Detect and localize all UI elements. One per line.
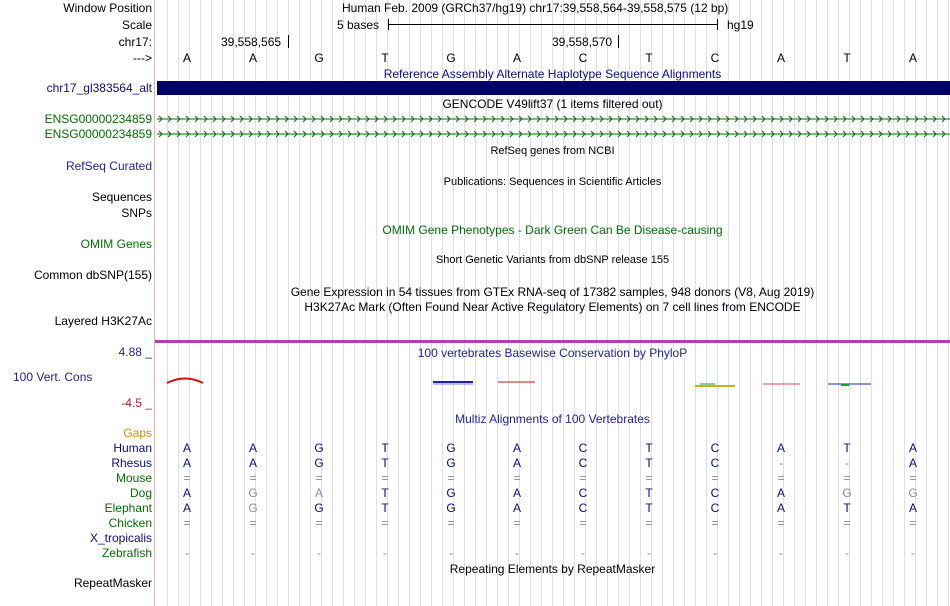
multiz-base: A — [248, 456, 257, 470]
multiz-base: = — [909, 471, 917, 485]
multiz-base: - — [515, 546, 519, 560]
multiz-base: C — [578, 441, 588, 455]
multiz-base: = — [183, 516, 191, 530]
multiz-base: G — [446, 456, 456, 470]
multiz-base: - — [383, 546, 387, 560]
scale-bar — [388, 24, 718, 25]
reference-base: G — [446, 51, 456, 65]
multiz-base: G — [248, 486, 258, 500]
multiz-base: = — [513, 471, 521, 485]
multiz-base: = — [447, 471, 455, 485]
multiz-base: A — [908, 456, 917, 470]
coord-label-2: 39,558,570 — [552, 35, 613, 49]
multiz-base: = — [513, 516, 521, 530]
multiz-base: = — [645, 516, 653, 530]
multiz-base: G — [842, 486, 852, 500]
multiz-base: = — [315, 516, 323, 530]
reference-base: T — [843, 51, 851, 65]
multiz-base: - — [845, 546, 849, 560]
multiz-base: - — [779, 456, 783, 470]
scale-bar-left-tick — [388, 19, 389, 30]
refseq-label[interactable]: RefSeq Curated — [65, 159, 152, 173]
multiz-base: = — [183, 471, 191, 485]
reference-base: C — [578, 51, 588, 65]
alt-haplo-label[interactable]: chr17_gl383564_alt — [46, 81, 152, 95]
scale-text: 5 bases — [337, 18, 380, 32]
dbsnp-title: Short Genetic Variants from dbSNP release 155 — [435, 254, 670, 266]
phylop-signal[interactable] — [155, 372, 950, 394]
multiz-species-label[interactable]: Zebrafish — [101, 546, 152, 560]
multiz-title: Multiz Alignments of 100 Vertebrates — [455, 412, 650, 426]
refseq-title: RefSeq genes from NCBI — [490, 145, 615, 157]
multiz-base: A — [248, 441, 257, 455]
multiz-base: = — [579, 471, 587, 485]
h3k27ac-label[interactable]: Layered H3K27Ac — [54, 314, 152, 328]
multiz-base: - — [251, 546, 255, 560]
multiz-base: A — [512, 441, 521, 455]
multiz-base: = — [777, 516, 785, 530]
phylop-max-label: 4.88 _ — [118, 345, 152, 359]
multiz-base: A — [776, 486, 785, 500]
phylop-peak-red — [167, 379, 203, 384]
multiz-base: A — [776, 501, 785, 515]
window-position-label: Window Position — [63, 1, 152, 15]
phylop-title: 100 vertebrates Basewise Conservation by PhyloP — [417, 346, 688, 360]
multiz-base: = — [777, 471, 785, 485]
multiz-species-label[interactable]: Dog — [129, 486, 152, 500]
repeatmasker-title: Repeating Elements by RepeatMasker — [449, 562, 656, 576]
multiz-base: A — [908, 441, 917, 455]
reference-base: A — [512, 51, 521, 65]
multiz-base: T — [381, 456, 389, 470]
multiz-base: = — [843, 516, 851, 530]
multiz-base: A — [182, 501, 191, 515]
multiz-base: C — [578, 486, 588, 500]
multiz-base: - — [647, 546, 651, 560]
alt-haplo-title: Reference Assembly Alternate Haplotype Sequence Alignments — [383, 67, 722, 81]
reference-base: T — [645, 51, 653, 65]
multiz-base: G — [314, 501, 324, 515]
multiz-base: A — [512, 456, 521, 470]
gtex-title: Gene Expression in 54 tissues from GTEx RNA-seq of 17382 samples, 948 donors (V8, Aug 2019) — [290, 285, 815, 299]
multiz-base: A — [182, 486, 191, 500]
multiz-base: G — [314, 456, 324, 470]
multiz-base: = — [645, 471, 653, 485]
multiz-species-label[interactable]: Mouse — [115, 471, 152, 485]
multiz-base: - — [911, 546, 915, 560]
h3k27ac-signal-band — [155, 340, 950, 343]
gencode-row-label-2[interactable]: ENSG00000234859 — [44, 127, 152, 141]
reference-base: G — [314, 51, 324, 65]
multiz-species-label[interactable]: Rhesus — [111, 456, 152, 470]
multiz-species-label[interactable]: X_tropicalis — [89, 531, 152, 545]
multiz-base: A — [182, 456, 191, 470]
chr-label: chr17: — [118, 35, 152, 49]
phylop-label[interactable]: 100 Vert. Cons — [13, 370, 93, 384]
multiz-base: = — [381, 516, 389, 530]
multiz-base: - — [581, 546, 585, 560]
multiz-base: = — [843, 471, 851, 485]
multiz-base: T — [381, 441, 389, 455]
multiz-gaps-label: Gaps — [123, 426, 152, 440]
multiz-base: - — [845, 456, 849, 470]
multiz-base: = — [315, 471, 323, 485]
multiz-base: - — [449, 546, 453, 560]
multiz-base: A — [908, 501, 917, 515]
reference-base: A — [248, 51, 257, 65]
multiz-base: T — [645, 486, 653, 500]
scale-db: hg19 — [727, 18, 754, 32]
multiz-base: T — [843, 501, 851, 515]
multiz-base: C — [578, 501, 588, 515]
multiz-base: G — [248, 501, 258, 515]
phylop-min-label: -4.5 _ — [121, 396, 152, 410]
multiz-base: T — [645, 501, 653, 515]
gencode-row-label-1[interactable]: ENSG00000234859 — [44, 112, 152, 126]
omim-label[interactable]: OMIM Genes — [80, 237, 152, 251]
gencode-title: GENCODE V49lift37 (1 items filtered out) — [442, 97, 663, 111]
coord-tick-2 — [618, 35, 619, 48]
multiz-base: G — [446, 501, 456, 515]
scale-label: Scale — [121, 18, 152, 32]
multiz-base: T — [381, 501, 389, 515]
alt-haplo-bar[interactable] — [157, 81, 950, 95]
multiz-base: T — [645, 441, 653, 455]
publications-label-sequences[interactable]: Sequences — [91, 190, 152, 204]
multiz-base: C — [710, 441, 720, 455]
multiz-base: C — [578, 456, 588, 470]
multiz-base: = — [909, 516, 917, 530]
publications-title: Publications: Sequences in Scientific Articles — [443, 176, 662, 188]
repeatmasker-label[interactable]: RepeatMasker — [73, 576, 152, 590]
multiz-base: T — [381, 486, 389, 500]
reference-base: A — [908, 51, 917, 65]
multiz-base: - — [779, 546, 783, 560]
multiz-species-label[interactable]: Chicken — [108, 516, 152, 530]
multiz-base: = — [381, 471, 389, 485]
multiz-base: T — [645, 456, 653, 470]
multiz-species-label[interactable]: Elephant — [104, 501, 152, 515]
reference-base: A — [182, 51, 191, 65]
multiz-base: = — [711, 471, 719, 485]
multiz-base: A — [314, 486, 323, 500]
multiz-base: G — [908, 486, 918, 500]
reference-base: C — [710, 51, 720, 65]
multiz-base: = — [711, 516, 719, 530]
multiz-species-label[interactable]: Human — [113, 441, 152, 455]
multiz-base: G — [446, 486, 456, 500]
reference-base: A — [776, 51, 785, 65]
reference-base: T — [381, 51, 389, 65]
multiz-base: G — [314, 441, 324, 455]
scale-bar-right-tick — [717, 19, 718, 30]
multiz-base: G — [446, 441, 456, 455]
publications-label-snps[interactable]: SNPs — [121, 206, 152, 220]
multiz-base: C — [710, 456, 720, 470]
multiz-base: T — [843, 441, 851, 455]
coord-tick-1 — [288, 35, 289, 48]
multiz-base: A — [512, 501, 521, 515]
multiz-base: - — [713, 546, 717, 560]
dbsnp-label[interactable]: Common dbSNP(155) — [33, 268, 152, 282]
multiz-base: - — [317, 546, 321, 560]
multiz-base: C — [710, 501, 720, 515]
omim-title: OMIM Gene Phenotypes - Dark Green Can Be Disease-causing — [382, 223, 723, 237]
multiz-base: C — [710, 486, 720, 500]
multiz-base: A — [182, 441, 191, 455]
multiz-base: = — [579, 516, 587, 530]
multiz-base: = — [447, 516, 455, 530]
multiz-base: = — [249, 516, 257, 530]
multiz-base: A — [776, 441, 785, 455]
gencode-gene-track[interactable] — [157, 112, 950, 142]
window-position-value: Human Feb. 2009 (GRCh37/hg19) chr17:39,558,564-39,558,575 (12 bp) — [342, 1, 729, 15]
coord-label-1: 39,558,565 — [221, 35, 282, 49]
multiz-base: - — [185, 546, 189, 560]
multiz-base: A — [512, 486, 521, 500]
strand-arrow-label: ---> — [133, 51, 152, 65]
multiz-base: = — [249, 471, 257, 485]
h3k27ac-title: H3K27Ac Mark (Often Found Near Active Regulatory Elements) on 7 cell lines from ENCODE — [304, 300, 801, 314]
